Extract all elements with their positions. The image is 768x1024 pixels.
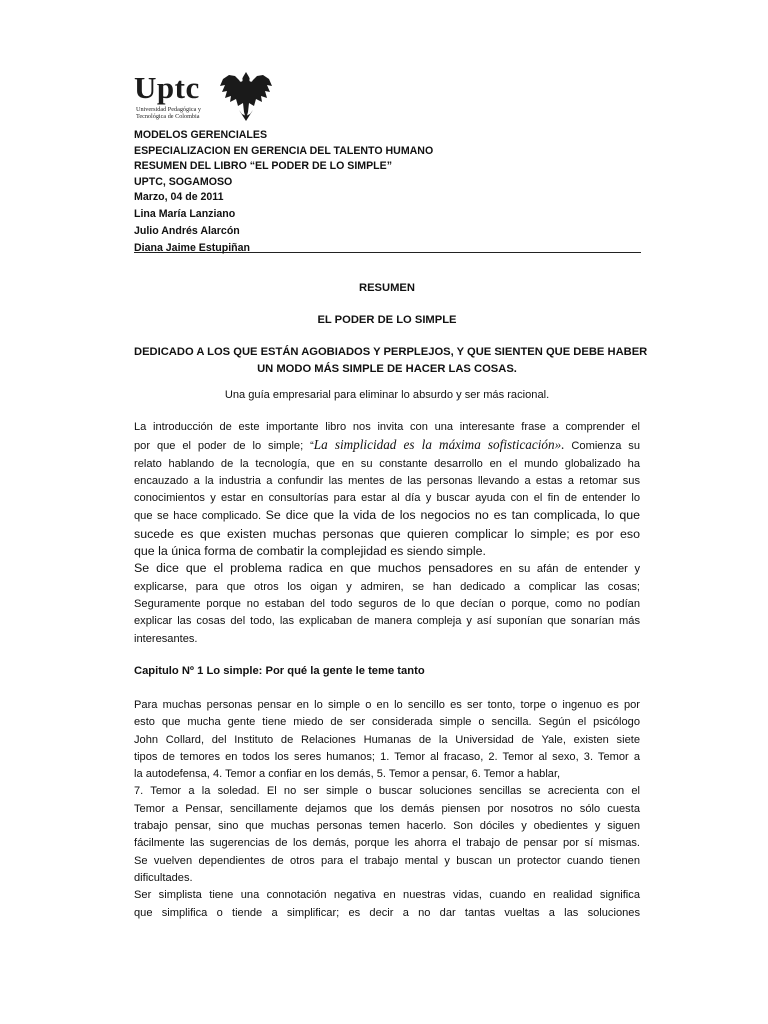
text-line: John Collard, del Instituto de Relaciones Humanas de la Universidad de Yale, existen siete [134, 733, 640, 746]
text-line: interesantes. [134, 632, 198, 645]
book-subtitle: Una guía empresarial para eliminar lo absurdo y ser más racional. [224, 389, 550, 401]
dedication-line: DEDICADO A LOS QUE ESTÁN AGOBIADOS Y PERPLEJOS, Y QUE SIENTEN QUE DEBE HABER [134, 346, 648, 358]
quote: La simplicidad es la máxima sofisticación». [313, 437, 565, 453]
text-line: 7. Temor a la soledad. El no ser simple o buscar soluciones sencillas se acrecienta con el [134, 785, 640, 798]
text-line: explicarse, para que otros los oigan y admiren, se han dedicado a complicar las cosas; [134, 580, 640, 593]
text-line: que la única forma de combatir la complejidad es siendo simple. [134, 544, 486, 559]
text-line: esto que mucha gente tiene miedo de ser considerada simple o sencilla. Según el psicólogo [134, 716, 640, 729]
header-title: RESUMEN DEL LIBRO “EL PODER DE LO SIMPLE” [134, 160, 393, 173]
text-line: Se vuelven dependientes de otros para el trabajo mental y buscan un protector cuando tienen [134, 854, 640, 867]
text-line: encauzado a la industria a confundir las mentes de las personas llevando a estas a retomar sus [134, 474, 640, 487]
logo-subtitle [136, 106, 216, 120]
text-line: por que el poder de lo simple; “La simplicidad es la máxima sofisticación». Comienza su [134, 437, 640, 453]
text-line: relato hablando de la tecnología, que en su constante desarrollo en el mundo globalizado ha [134, 457, 640, 470]
text-line: conocimientos y estar en consultorías para estar al día y buscar ayuda con el fin de entender lo [134, 492, 640, 505]
eagle-icon [217, 70, 275, 122]
text-line: tipos de temores en todos los seres humanos; 1. Temor al fracaso, 2. Temor al sexo, 3. Temor a [134, 750, 640, 763]
header-location: UPTC, SOGAMOSO [134, 175, 233, 188]
text-line: fácilmente las sugerencias de los demás, porque les ahorra el trabajo de pensar por sí mismas. [134, 837, 640, 850]
text-line: Temor a Pensar, sencillamente dejamos que los demás piensen por nosotros no sólo cuesta [134, 802, 640, 815]
logo-subtitle-line: Tecnológica de Colombia [136, 113, 200, 120]
text-line: La introducción de este importante libro nos invita con una interesante frase a comprender el [134, 421, 640, 433]
dedication [134, 344, 648, 378]
text-line: Seguramente porque no estaban del todo seguros de lo que decían o porque, como no podían [134, 597, 640, 610]
header-date: Marzo, 04 de 2011 [134, 191, 224, 204]
text-line: Ser simplista tiene una connotación negativa en nuestras vidas, cuando en realidad significa [134, 889, 640, 902]
header-program: ESPECIALIZACION EN GERENCIA DEL TALENTO HUMANO [134, 144, 434, 157]
chapter-paragraph [134, 697, 640, 922]
text-line: que se hace complicado. Se dice que la vida de los negocios no es tan complicada, lo que [134, 508, 640, 523]
logo-wordmark: Uptc [134, 70, 200, 105]
text-line: Para muchas personas pensar en lo simple o en lo sencillo es ser tonto, torpe o ingenuo es por [134, 699, 640, 711]
text-line: Se dice que el problema radica en que muchos pensadores en su afán de entender y [134, 561, 641, 576]
header-author: Diana Jaime Estupiñan [134, 242, 250, 255]
document-header [134, 128, 640, 258]
text-line: sucede es que existen muchas personas que quieren complicar lo simple; es por eso [134, 526, 640, 541]
resumen-title: RESUMEN [359, 282, 415, 294]
text-line: explicar las cosas del todo, las explicaban de manera compleja y así suponían que sonarían más [134, 615, 640, 628]
dedication-line: UN MODO MÁS SIMPLE DE HACER LAS COSAS. [257, 363, 517, 375]
text-line: que simplifica o tiende a simplificar; es decir a no dar tantas vueltas a las soluciones [134, 906, 640, 919]
header-author: Julio Andrés Alarcón [134, 225, 240, 238]
intro-paragraph [134, 419, 640, 648]
uptc-logo [134, 70, 294, 128]
text-line: trabajo pensar, sino que muchas personas temen hacerlo. Son dóciles y obedientes y siguen [134, 820, 640, 833]
chapter-heading: Capitulo Nº 1 Lo simple: Por qué la gente le teme tanto [134, 665, 425, 677]
logo-subtitle-line: Universidad Pedagógica y [136, 106, 201, 113]
text-line: dificultades. [134, 871, 193, 884]
header-course: MODELOS GERENCIALES [134, 129, 268, 141]
text-line: la autodefensa, 4. Temor a confiar en los demás, 5. Temor a pensar, 6. Temor a hablar, [134, 768, 561, 781]
book-title: EL PODER DE LO SIMPLE [317, 314, 457, 326]
header-divider [134, 252, 641, 253]
header-author: Lina María Lanziano [134, 207, 236, 220]
